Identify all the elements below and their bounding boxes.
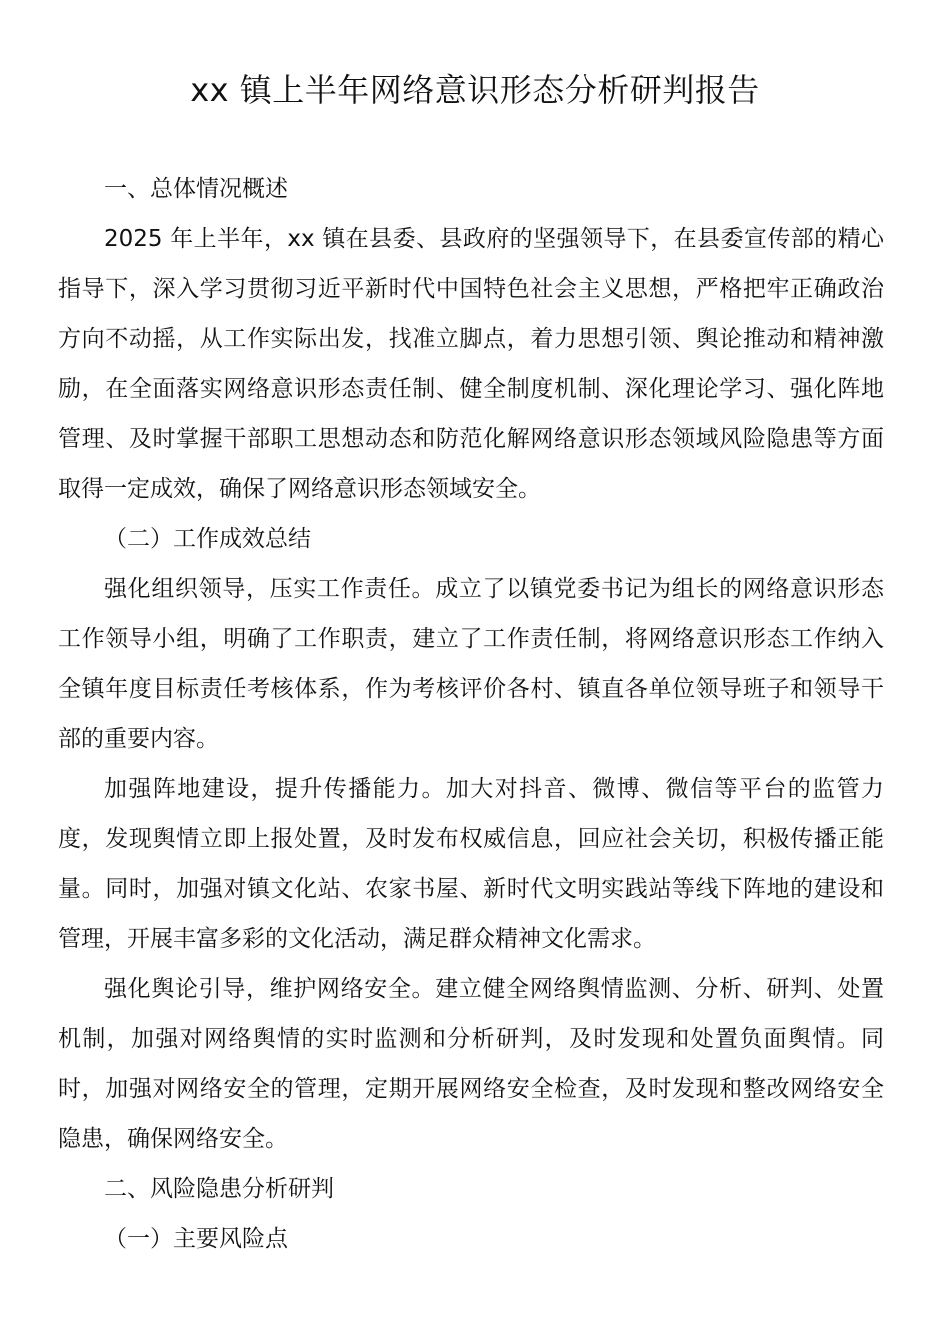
paragraph-overview: 2025 年上半年，xx 镇在县委、县政府的坚强领导下，在县委宣传部的精心指导下，深入学习贯彻习近平新时代中国特色社会主义思想，严格把牢正确政治方向不动摇，从工作实际出发，找准立脚点，着力思想引领、舆论推动和精神激励，在全面落实网络意识形态责任制、健全制度机制、深化理论学习、强化阵地管理、及时掌握干部职工思想动态和防范化解网络意识形态领域风险隐患等方面取得一定成效，确保了网络意识形态领域安全。 (58, 226, 884, 502)
paragraph-organization: 强化组织领导，压实工作责任。成立了以镇党委书记为组长的网络意识形态工作领导小组，明确了工作职责，建立了工作责任制，将网络意识形态工作纳入全镇年度目标责任考核体系，作为考核评价各村、镇直各单位领导班子和领导干部的重要内容。 (58, 576, 884, 752)
section-heading-overview: 一、总体情况概述 (104, 176, 288, 202)
section-heading-risk-analysis: 二、风险隐患分析研判 (104, 1176, 334, 1202)
section-heading-achievements: （二）工作成效总结 (104, 526, 311, 552)
section-heading-main-risks: （一）主要风险点 (104, 1226, 288, 1252)
document-title: xx 镇上半年网络意识形态分析研判报告 (190, 71, 760, 109)
paragraph-platform: 加强阵地建设，提升传播能力。加大对抖音、微博、微信等平台的监管力度，发现舆情立即上报处置，及时发布权威信息，回应社会关切，积极传播正能量。同时，加强对镇文化站、农家书屋、新时代文明实践站等线下阵地的建设和管理，开展丰富多彩的文化活动，满足群众精神文化需求。 (58, 776, 884, 952)
document-body (58, 164, 884, 1264)
paragraph-public-opinion: 强化舆论引导，维护网络安全。建立健全网络舆情监测、分析、研判、处置机制，加强对网络舆情的实时监测和分析研判，及时发现和处置负面舆情。同时，加强对网络安全的管理，定期开展网络安全检查，及时发现和整改网络安全隐患，确保网络安全。 (58, 976, 884, 1152)
